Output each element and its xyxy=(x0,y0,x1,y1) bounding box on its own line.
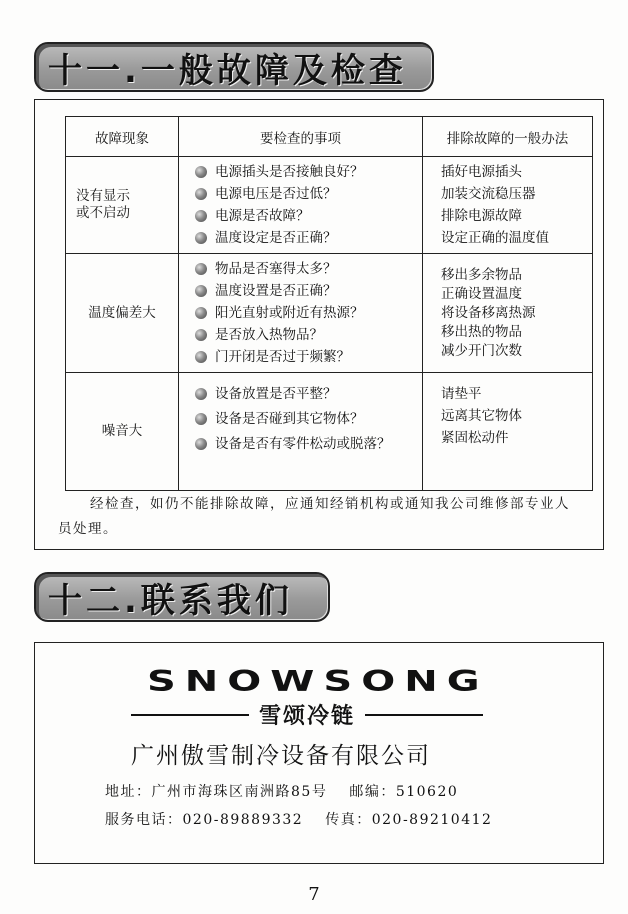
symptom-cell xyxy=(66,157,179,254)
fix-item: 远离其它物体 xyxy=(441,408,522,424)
fix-item: 请垫平 xyxy=(441,386,482,402)
fax-label: 传真： xyxy=(325,812,372,828)
bullet-icon xyxy=(195,388,207,400)
check-item: 电源插头是否接触良好？ xyxy=(195,161,416,183)
check-item: 设备放置是否平整？ xyxy=(195,383,416,405)
fixes-cell xyxy=(423,373,593,491)
bullet-icon xyxy=(195,413,207,425)
checks-cell xyxy=(179,157,423,254)
company-name: 广州傲雪制冷设备有限公司 xyxy=(131,743,431,769)
check-item: 温度设置是否正确？ xyxy=(195,280,416,302)
bullet-icon xyxy=(195,307,207,319)
checks-cell xyxy=(179,254,423,373)
fix-item: 排除电源故障 xyxy=(441,208,522,224)
fix-item: 移出热的物品 xyxy=(441,323,522,340)
page-number: 7 xyxy=(308,884,320,905)
check-item: 电源是否故障？ xyxy=(195,205,416,227)
fault-table xyxy=(65,116,593,491)
header-symptom: 故障现象 xyxy=(66,117,179,157)
fix-item: 设定正确的温度值 xyxy=(441,230,549,246)
table-row xyxy=(66,157,593,254)
check-item: 电源电压是否过低？ xyxy=(195,183,416,205)
bullet-icon xyxy=(195,351,207,363)
contact-frame xyxy=(34,642,604,864)
checks-cell xyxy=(179,373,423,491)
fax-value: 020-89210412 xyxy=(371,812,493,828)
symptom-text: 没有显示 或不启动 xyxy=(76,188,130,221)
address-line xyxy=(105,781,458,801)
address-label: 地址： xyxy=(105,784,152,800)
check-item: 温度设定是否正确？ xyxy=(195,227,416,249)
bullet-icon xyxy=(195,438,207,450)
symptom-text: 温度偏差大 xyxy=(88,304,156,321)
divider xyxy=(365,714,483,716)
header-fixes: 排除故障的一般办法 xyxy=(423,117,593,157)
fix-item: 将设备移离热源 xyxy=(441,304,536,321)
table-row xyxy=(66,254,593,373)
symptom-text: 噪音大 xyxy=(101,423,143,439)
section-title-contact: 十二.联系我们 xyxy=(48,580,293,621)
section-title-faults: 十一.一般故障及检查 xyxy=(48,50,407,91)
brand-subtitle xyxy=(131,699,483,730)
bullet-icon xyxy=(195,285,207,297)
check-item: 设备是否有零件松动或脱落？ xyxy=(195,433,416,455)
symptom-cell xyxy=(66,254,179,373)
fault-table-header xyxy=(66,117,593,157)
fix-item: 移出多余物品 xyxy=(441,266,522,283)
check-item: 物品是否塞得太多？ xyxy=(195,258,416,280)
bullet-icon xyxy=(195,232,207,244)
section-banner-contact xyxy=(34,572,330,622)
faults-frame xyxy=(34,99,604,550)
fix-item: 紧固松动件 xyxy=(441,430,509,446)
postcode-label: 邮编： xyxy=(349,784,396,800)
service-note: 经检查，如仍不能排除故障，应通知经销机构或通知我公司维修部专业人员处理。 xyxy=(58,496,570,537)
header-checks: 要检查的事项 xyxy=(179,117,423,157)
bullet-icon xyxy=(195,263,207,275)
postcode-value: 510620 xyxy=(395,784,459,800)
address-value: 广州市海珠区南洲路85号 xyxy=(151,784,328,800)
brand-logo: SNOWSONG xyxy=(147,665,489,699)
fixes-cell xyxy=(423,157,593,254)
symptom-cell xyxy=(66,373,179,491)
bullet-icon xyxy=(195,329,207,341)
table-row xyxy=(66,373,593,491)
fix-item: 加装交流稳压器 xyxy=(441,186,536,202)
bullet-icon xyxy=(195,210,207,222)
fix-item: 正确设置温度 xyxy=(441,285,522,302)
divider xyxy=(131,714,249,716)
section-banner-faults xyxy=(34,42,434,92)
service-phone-label: 服务电话： xyxy=(105,812,183,828)
bullet-icon xyxy=(195,188,207,200)
fixes-cell xyxy=(423,254,593,373)
fix-item: 减少开门次数 xyxy=(441,342,522,359)
check-item: 设备是否碰到其它物体？ xyxy=(195,408,416,430)
brand-cn: 雪颂冷链 xyxy=(259,704,356,729)
check-item: 门开闭是否过于频繁？ xyxy=(195,346,416,368)
check-item: 阳光直射或附近有热源？ xyxy=(195,302,416,324)
check-item: 是否放入热物品？ xyxy=(195,324,416,346)
phone-line xyxy=(105,809,492,829)
fix-item: 插好电源插头 xyxy=(441,164,522,180)
bullet-icon xyxy=(195,166,207,178)
service-phone-value: 020-89889332 xyxy=(182,812,304,828)
